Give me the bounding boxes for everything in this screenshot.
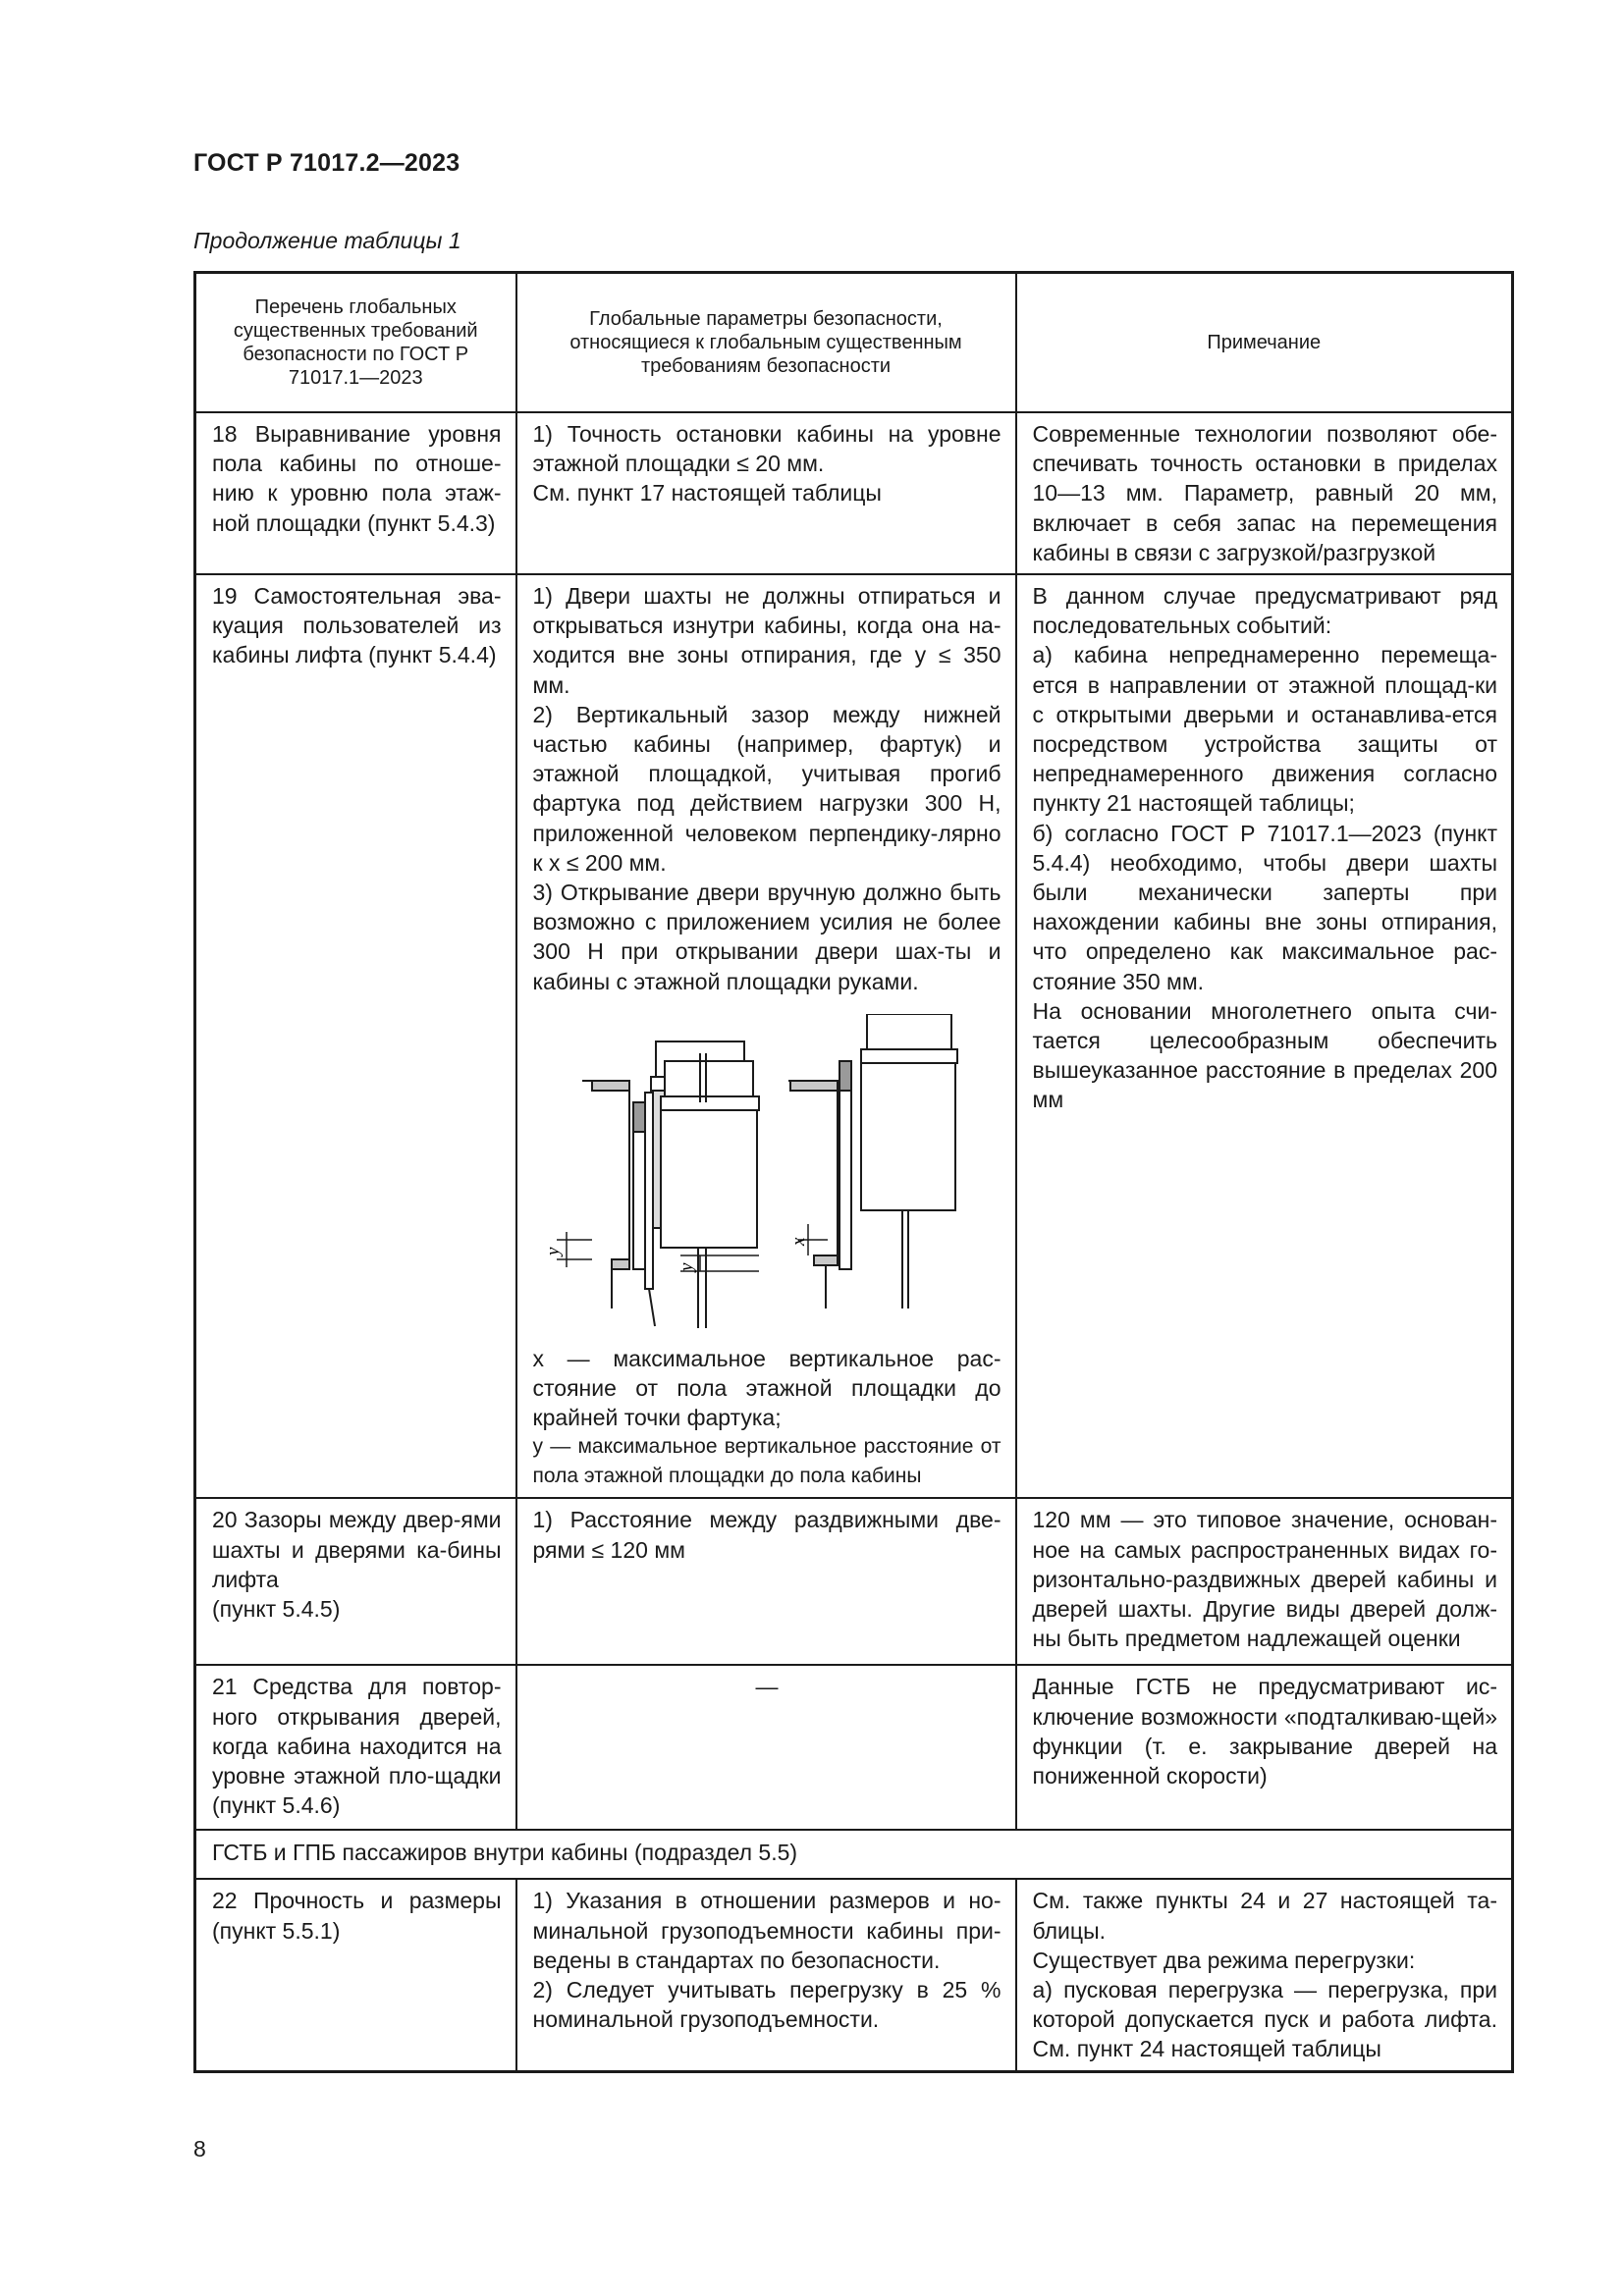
row22-requirement: 22 Прочность и размеры (пункт 5.5.1) xyxy=(212,1888,502,1944)
row19-requirement: 19 Самостоятельная эва-куация пользователей из кабины лифта (пункт 5.4.4) xyxy=(212,583,502,668)
table-row xyxy=(195,1879,1513,2071)
column-header-requirements: Перечень глобальных существенных требований безопасности по ГОСТ Р 71017.1—2023 xyxy=(195,273,516,413)
row19-param-1: 1) Двери шахты не должны отпираться и открываться изнутри кабины, когда она на-ходится вне зоны отпирания, где y ≤ 350 мм. xyxy=(532,583,1001,698)
row21-parameters: — xyxy=(755,1674,779,1700)
row21-note: Данные ГСТБ не предусматривают ис-ключение возможности «подталкиваю-щей» функции (т. е. закрывание дверей на пониженной скорости) xyxy=(1032,1674,1497,1789)
document-header: ГОСТ Р 71017.2—2023 xyxy=(193,149,460,177)
row18-param-2: См. пункт 17 настоящей таблицы xyxy=(532,480,882,507)
row22-note-2: Существует два режима перегрузки: xyxy=(1032,1947,1416,1973)
table-row xyxy=(195,574,1513,1498)
dimension-label-y-left: y xyxy=(542,1247,564,1255)
row19-caption-y: y — максимальное вертикальное расстояние от пола этажной площадки до пола кабины xyxy=(532,1435,1001,1488)
row20-parameters: 1) Расстояние между раздвижными две-рями ≤ 120 мм xyxy=(532,1507,1001,1563)
row22-parameters xyxy=(517,1880,1015,2040)
table-row xyxy=(195,412,1513,574)
row19-note-2: а) кабина непреднамеренно перемеща-ется в направлении от этажной площад-ки с открытыми дверьми и останавлива-ется посредством устройства защиты от непреднамеренного движения согласно пункту 21 настоящей таблицы; xyxy=(1032,642,1497,817)
table-continuation-label: Продолжение таблицы 1 xyxy=(193,228,461,253)
row19-param-2: 2) Вертикальный зазор между нижней частью кабины (например, фартук) и этажной площадкой, учитывая прогиб фартука под действием нагрузки 300 Н, приложенной человеком перпендику-лярно к x ≤ 200 мм. xyxy=(532,701,1001,876)
right-shaft-door xyxy=(839,1061,851,1269)
column-header-note: Примечание xyxy=(1016,273,1513,413)
row22-note-1: См. также пункты 24 и 27 настоящей та-блицы. xyxy=(1032,1888,1497,1944)
row22-note-3: а) пусковая перегрузка — перегрузка, при которой допускается пуск и работа лифта. См. пункт 24 настоящей таблицы xyxy=(1032,1977,1497,2062)
dimension-label-y-center: y xyxy=(676,1262,697,1271)
row20-note: 120 мм — это типовое значение, основан-ное на самых распространенных видах го-ризонтально-раздвижных дверей кабины и дверей шахты. Другие виды дверей долж-ны быть предметом надлежащей оценки xyxy=(1032,1507,1497,1652)
right-cabin-top xyxy=(867,1014,951,1049)
page-number: 8 xyxy=(193,2136,206,2162)
row19-param-3: 3) Открывание двери вручную должно быть возможно с приложением усилия не более 300 Н при открывании двери шах-ты и кабины с этажной площадки руками. xyxy=(532,880,1001,994)
door-gap-diagram xyxy=(533,1014,1001,1338)
row20-req-2: (пункт 5.4.5) xyxy=(212,1596,341,1623)
table-row xyxy=(195,1665,1513,1830)
column-header-parameters: Глобальные параметры безопасности, относящиеся к глобальным существенным требованиям безопасности xyxy=(516,273,1016,413)
requirements-table xyxy=(193,271,1514,2073)
left-landing-wall xyxy=(582,1081,629,1259)
table-row xyxy=(195,1498,1513,1665)
row18-param-1: 1) Точность остановки кабины на уровне этажной площадки ≤ 20 мм. xyxy=(532,421,1001,477)
row20-requirement xyxy=(196,1499,515,1629)
row19-caption-x: x — максимальное вертикальное рас-стояние от пола этажной площадки до крайней точки фартука; xyxy=(532,1345,1001,1431)
row22-param-2: 2) Следует учитывать перегрузку в 25 % номинальной грузоподъемности. xyxy=(532,1977,1001,2033)
row19-note xyxy=(1017,575,1512,1121)
row18-requirement: 18 Выравнивание уровня пола кабины по отноше-нию к уровню пола этаж-ной площадки (пункт 5.4.3) xyxy=(212,421,502,536)
row19-note-3: б) согласно ГОСТ Р 71017.1—2023 (пункт 5.4.4) необходимо, чтобы двери шахты были механически заперты при нахождении кабины вне зоны отпирания, что определено как максимальное рас-стояние 350 мм. xyxy=(1032,820,1497,994)
row20-req-1: 20 Зазоры между двер-ями шахты и дверями ка-бины лифта xyxy=(212,1507,502,1592)
row22-note xyxy=(1017,1880,1512,2069)
row19-parameters xyxy=(517,575,1015,1497)
row22-param-1: 1) Указания в отношении размеров и но-минальной грузоподъемности кабины при-ведены в стандартах по безопасности. xyxy=(532,1888,1001,1973)
table-header-row xyxy=(195,273,1513,413)
row18-parameters xyxy=(517,413,1015,514)
table-section-row xyxy=(195,1830,1513,1879)
left-cabin-lowered xyxy=(661,1110,757,1248)
left-landing-slab-top xyxy=(592,1081,629,1091)
right-cabin xyxy=(861,1063,955,1210)
dimension-label-x: x xyxy=(787,1237,809,1246)
right-landing-wall xyxy=(788,1081,838,1259)
section-title: ГСТБ и ГПБ пассажиров внутри кабины (подраздел 5.5) xyxy=(212,1840,798,1866)
row19-note-4: На основании многолетнего опыта счи-тается целесообразным обеспечить вышеуказанное расстояние в пределах 200 мм xyxy=(1032,997,1497,1113)
row18-note: Современные технологии позволяют обе-спечивать точность остановки в приделах 10—13 мм. Параметр, равный 20 мм, включает в себя запас на перемещения кабины в связи с загрузкой/разгрузкой xyxy=(1032,421,1497,565)
elevator-gap-figure xyxy=(533,1014,1002,1338)
row19-note-1: В данном случае предусматривают ряд последовательных событий: xyxy=(1032,583,1497,639)
row21-requirement: 21 Средства для повтор-ного открывания дверей, когда кабина находится на уровне этажной пло-щадки (пункт 5.4.6) xyxy=(212,1674,502,1819)
